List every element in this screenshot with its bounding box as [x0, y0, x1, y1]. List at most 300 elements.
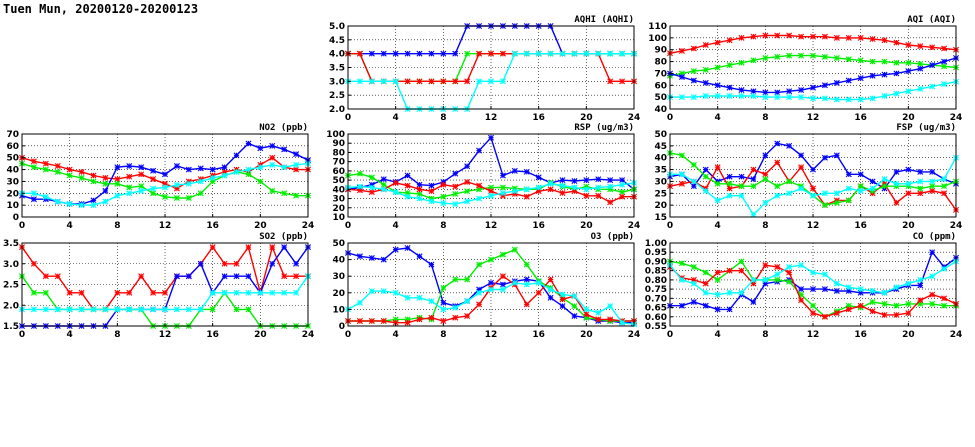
no2-chart	[0, 118, 330, 238]
fsp-point-cyan	[834, 191, 839, 196]
so2-point-red	[234, 261, 239, 266]
aqhi-point-cyan	[536, 51, 541, 56]
aqhi-xtick-label: 4	[392, 113, 399, 123]
o3-point-red	[417, 317, 422, 322]
so2-point-cyan	[198, 307, 203, 312]
aqhi-point-cyan	[476, 79, 481, 84]
fsp-point-blue	[751, 176, 756, 181]
fsp-point-blue	[846, 172, 851, 177]
rsp-ytick-label: 30	[332, 194, 345, 205]
co-ytick-label: 0.75	[644, 285, 667, 296]
aqi-xtick-label: 12	[806, 113, 820, 123]
rsp-point-blue	[417, 182, 422, 187]
no2-point-green	[270, 188, 275, 193]
no2-point-cyan	[210, 175, 215, 180]
o3-point-cyan	[560, 292, 565, 297]
fsp-point-cyan	[739, 193, 744, 198]
o3-point-cyan	[584, 307, 589, 312]
co-point-cyan	[787, 264, 792, 269]
aqhi-point-red	[357, 51, 362, 56]
rsp-point-green	[441, 194, 446, 199]
aqhi-point-cyan	[500, 79, 505, 84]
rsp-point-blue	[405, 173, 410, 178]
o3-point-cyan	[453, 305, 458, 310]
aqi-point-cyan	[810, 96, 815, 101]
so2-point-cyan	[139, 307, 144, 312]
aqi-point-green	[894, 60, 899, 65]
co-point-red	[715, 270, 720, 275]
co-point-red	[882, 312, 887, 317]
fsp-point-blue	[906, 167, 911, 172]
no2-point-blue	[186, 167, 191, 172]
aqhi-point-cyan	[572, 51, 577, 56]
aqi-point-cyan	[727, 93, 732, 98]
no2-point-blue	[174, 163, 179, 168]
fsp-point-cyan	[870, 186, 875, 191]
no2-point-green	[67, 173, 72, 178]
rsp-point-red	[608, 200, 613, 205]
aqhi-point-red	[465, 79, 470, 84]
aqi-point-red	[918, 44, 923, 49]
so2-point-cyan	[186, 307, 191, 312]
no2-point-cyan	[258, 165, 263, 170]
aqi-ytick-label: 90	[654, 45, 667, 56]
co-point-blue	[751, 299, 756, 304]
fsp-point-blue	[822, 155, 827, 160]
rsp-point-cyan	[584, 187, 589, 192]
no2-point-green	[150, 191, 155, 196]
fsp-point-cyan	[775, 193, 780, 198]
so2-point-red	[222, 261, 227, 266]
aqhi-point-cyan	[488, 79, 493, 84]
o3-point-red	[584, 312, 589, 317]
fsp-point-blue	[763, 153, 768, 158]
aqi-point-cyan	[858, 97, 863, 102]
co-point-red	[941, 296, 946, 301]
no2-point-blue	[210, 167, 215, 172]
o3-xtick-label: 0	[344, 330, 352, 340]
rsp-point-red	[476, 183, 481, 188]
aqi-point-red	[751, 34, 756, 39]
so2-point-red	[43, 274, 48, 279]
o3-xtick-label: 12	[484, 330, 498, 340]
no2-xtick-label: 24	[301, 221, 315, 231]
aqi-point-blue	[691, 78, 696, 83]
co-point-cyan	[870, 288, 875, 293]
no2-point-cyan	[67, 201, 72, 206]
so2-point-cyan	[31, 307, 36, 312]
aqi-ytick-label: 80	[654, 57, 667, 68]
aqi-point-blue	[798, 87, 803, 92]
rsp-point-blue	[500, 173, 505, 178]
co-point-cyan	[763, 277, 768, 282]
fsp-point-green	[787, 179, 792, 184]
aqi-point-blue	[930, 63, 935, 68]
co-ytick-label: 0.80	[644, 275, 667, 286]
co-point-red	[775, 264, 780, 269]
rsp-xtick-label: 20	[580, 221, 593, 231]
o3-xtick-label: 8	[440, 330, 447, 340]
aqi-point-red	[798, 34, 803, 39]
fsp-point-blue	[894, 169, 899, 174]
aqi-point-green	[775, 54, 780, 59]
fsp-point-blue	[739, 174, 744, 179]
o3-point-red	[357, 318, 362, 323]
rsp-point-red	[441, 182, 446, 187]
aqhi-point-cyan	[596, 51, 601, 56]
so2-point-green	[246, 307, 251, 312]
aqi-point-blue	[787, 89, 792, 94]
rsp-point-red	[488, 189, 493, 194]
so2-point-green	[31, 290, 36, 295]
fsp-point-red	[715, 165, 720, 170]
so2-point-cyan	[91, 307, 96, 312]
so2-xtick-label: 20	[254, 330, 267, 340]
o3-point-cyan	[381, 289, 386, 294]
rsp-point-green	[417, 191, 422, 196]
so2-point-red	[31, 261, 36, 266]
so2-point-red	[282, 274, 287, 279]
aqi-point-green	[906, 60, 911, 65]
fsp-title: FSP (ug/m3)	[896, 123, 956, 133]
o3-point-cyan	[512, 280, 517, 285]
co-point-cyan	[810, 270, 815, 275]
co-point-blue	[691, 299, 696, 304]
aqhi-point-cyan	[619, 51, 624, 56]
rsp-point-cyan	[608, 184, 613, 189]
fsp-point-green	[703, 174, 708, 179]
aqhi-point-red	[619, 79, 624, 84]
aqi-chart	[628, 10, 973, 130]
fsp-xtick-label: 16	[854, 221, 867, 231]
rsp-point-cyan	[357, 184, 362, 189]
fsp-point-blue	[870, 179, 875, 184]
no2-point-blue	[162, 172, 167, 177]
no2-xtick-label: 8	[114, 221, 121, 231]
co-point-cyan	[918, 277, 923, 282]
aqi-xtick-label: 0	[666, 113, 674, 123]
no2-point-blue	[150, 168, 155, 173]
co-point-blue	[798, 287, 803, 292]
o3-ytick-label: 20	[332, 288, 345, 299]
fsp-xtick-label: 24	[949, 221, 963, 231]
fsp-point-green	[858, 184, 863, 189]
aqhi-point-red	[429, 79, 434, 84]
fsp-ytick-label: 50	[654, 130, 667, 140]
fsp-point-cyan	[798, 186, 803, 191]
rsp-point-green	[465, 189, 470, 194]
rsp-point-blue	[608, 178, 613, 183]
aqi-ytick-label: 50	[654, 93, 667, 104]
so2-point-red	[293, 274, 298, 279]
fsp-ytick-label: 45	[654, 141, 667, 152]
o3-point-green	[572, 303, 577, 308]
aqhi-ytick-label: 3.0	[329, 77, 345, 88]
aqhi-point-blue	[441, 51, 446, 56]
aqhi-point-cyan	[584, 51, 589, 56]
no2-point-cyan	[162, 185, 167, 190]
so2-point-green	[234, 307, 239, 312]
rsp-point-blue	[465, 164, 470, 169]
fsp-point-cyan	[918, 179, 923, 184]
rsp-point-cyan	[465, 199, 470, 204]
aqi-point-green	[691, 68, 696, 73]
no2-point-cyan	[55, 199, 60, 204]
o3-point-cyan	[465, 299, 470, 304]
aqhi-point-blue	[369, 51, 374, 56]
rsp-point-red	[405, 183, 410, 188]
so2-point-red	[210, 245, 215, 250]
fsp-point-green	[727, 181, 732, 186]
aqhi-ytick-label: 3.5	[329, 63, 345, 74]
co-point-blue	[715, 307, 720, 312]
so2-point-blue	[174, 274, 179, 279]
aqi-point-red	[870, 36, 875, 41]
o3-point-blue	[429, 262, 434, 267]
fsp-point-red	[775, 160, 780, 165]
o3-point-blue	[369, 255, 374, 260]
fsp-point-blue	[703, 167, 708, 172]
fsp-point-red	[941, 191, 946, 196]
aqi-ytick-label: 70	[654, 69, 667, 80]
co-point-green	[691, 264, 696, 269]
o3-point-blue	[548, 295, 553, 300]
so2-ytick-label: 3.5	[3, 239, 19, 249]
rsp-series-blue	[348, 138, 634, 190]
no2-point-blue	[222, 165, 227, 170]
co-point-green	[703, 270, 708, 275]
aqi-point-cyan	[691, 95, 696, 100]
no2-point-red	[270, 155, 275, 160]
aqi-point-red	[679, 48, 684, 53]
fsp-point-cyan	[703, 188, 708, 193]
so2-point-red	[67, 290, 72, 295]
aqi-point-blue	[751, 89, 756, 94]
no2-point-blue	[139, 165, 144, 170]
co-point-cyan	[691, 281, 696, 286]
rsp-point-cyan	[500, 190, 505, 195]
aqhi-ytick-label: 2.5	[329, 91, 345, 102]
aqi-ytick-label: 110	[648, 22, 667, 32]
co-point-green	[679, 261, 684, 266]
aqi-point-red	[739, 35, 744, 40]
so2-point-red	[246, 245, 251, 250]
aqi-point-cyan	[822, 96, 827, 101]
aqhi-chart	[300, 10, 645, 130]
aqi-point-blue	[834, 80, 839, 85]
fsp-xtick-label: 4	[714, 221, 721, 231]
aqhi-point-blue	[429, 51, 434, 56]
rsp-point-cyan	[405, 194, 410, 199]
no2-point-blue	[198, 166, 203, 171]
no2-ytick-label: 60	[6, 141, 19, 152]
so2-point-cyan	[222, 290, 227, 295]
fsp-point-cyan	[810, 193, 815, 198]
aqi-ytick-label: 60	[654, 81, 667, 92]
aqhi-point-red	[500, 51, 505, 56]
aqi-point-blue	[822, 83, 827, 88]
o3-point-cyan	[476, 290, 481, 295]
aqi-point-cyan	[703, 93, 708, 98]
no2-point-red	[67, 167, 72, 172]
o3-point-blue	[500, 282, 505, 287]
rsp-point-cyan	[524, 187, 529, 192]
no2-point-cyan	[174, 182, 179, 187]
no2-point-green	[79, 175, 84, 180]
o3-point-green	[488, 257, 493, 262]
rsp-point-cyan	[476, 196, 481, 201]
co-ytick-label: 0.60	[644, 312, 667, 323]
co-xtick-label: 16	[854, 330, 867, 340]
so2-point-green	[43, 290, 48, 295]
aqhi-xtick-label: 12	[484, 113, 498, 123]
no2-point-red	[43, 161, 48, 166]
rsp-point-red	[596, 193, 601, 198]
o3-xtick-label: 16	[532, 330, 545, 340]
o3-point-green	[453, 277, 458, 282]
aqi-point-cyan	[941, 82, 946, 87]
fsp-point-blue	[810, 167, 815, 172]
fsp-point-green	[846, 198, 851, 203]
aqhi-point-cyan	[393, 79, 398, 84]
rsp-point-cyan	[369, 185, 374, 190]
o3-point-red	[453, 315, 458, 320]
no2-point-cyan	[79, 203, 84, 208]
o3-point-cyan	[417, 295, 422, 300]
no2-point-cyan	[222, 173, 227, 178]
no2-point-green	[43, 167, 48, 172]
o3-ytick-label: 10	[332, 305, 345, 316]
rsp-point-red	[560, 190, 565, 195]
page-title: Tuen Mun, 20200120-20200123	[3, 2, 199, 16]
aqi-point-red	[703, 42, 708, 47]
no2-xtick-label: 12	[158, 221, 172, 231]
aqhi-point-blue	[417, 51, 422, 56]
o3-point-blue	[441, 300, 446, 305]
so2-point-cyan	[162, 307, 167, 312]
no2-point-green	[115, 181, 120, 186]
co-chart	[628, 227, 973, 347]
o3-title: O3 (ppb)	[590, 232, 634, 242]
no2-point-green	[174, 195, 179, 200]
aqi-point-blue	[703, 80, 708, 85]
aqhi-point-cyan	[608, 51, 613, 56]
aqi-point-cyan	[763, 95, 768, 100]
fsp-point-cyan	[679, 172, 684, 177]
aqhi-point-red	[608, 79, 613, 84]
co-point-green	[930, 301, 935, 306]
so2-point-cyan	[293, 290, 298, 295]
o3-point-green	[465, 277, 470, 282]
o3-point-blue	[572, 313, 577, 318]
rsp-point-red	[369, 190, 374, 195]
no2-point-cyan	[198, 179, 203, 184]
no2-title: NO2 (ppb)	[259, 123, 308, 133]
no2-ytick-label: 0	[12, 213, 19, 223]
rsp-point-green	[369, 175, 374, 180]
co-point-blue	[727, 307, 732, 312]
no2-point-green	[55, 169, 60, 174]
no2-ytick-label: 50	[6, 153, 19, 164]
co-xtick-label: 24	[949, 330, 963, 340]
co-point-cyan	[894, 285, 899, 290]
no2-point-green	[198, 191, 203, 196]
rsp-point-blue	[476, 148, 481, 153]
rsp-point-cyan	[548, 181, 553, 186]
so2-point-red	[127, 290, 132, 295]
rsp-point-blue	[524, 169, 529, 174]
aqi-point-green	[703, 67, 708, 72]
so2-point-blue	[270, 261, 275, 266]
aqhi-point-red	[453, 79, 458, 84]
o3-point-red	[405, 320, 410, 325]
rsp-point-cyan	[488, 193, 493, 198]
aqi-point-cyan	[775, 95, 780, 100]
fsp-ytick-label: 15	[654, 213, 667, 223]
rsp-point-cyan	[560, 183, 565, 188]
so2-ytick-label: 2.0	[3, 301, 19, 312]
aqi-point-cyan	[679, 95, 684, 100]
so2-point-cyan	[282, 290, 287, 295]
co-point-red	[894, 312, 899, 317]
rsp-point-cyan	[572, 185, 577, 190]
rsp-point-red	[584, 193, 589, 198]
aqi-point-green	[810, 53, 815, 58]
aqi-point-cyan	[894, 91, 899, 96]
fsp-chart	[628, 118, 973, 238]
rsp-point-red	[524, 194, 529, 199]
co-point-red	[846, 307, 851, 312]
o3-point-red	[465, 313, 470, 318]
fsp-point-green	[775, 184, 780, 189]
o3-point-cyan	[369, 289, 374, 294]
co-point-red	[739, 268, 744, 273]
so2-point-blue	[186, 274, 191, 279]
aqhi-xtick-label: 24	[627, 113, 641, 123]
aqi-point-green	[715, 65, 720, 70]
rsp-xtick-label: 24	[627, 221, 641, 231]
fsp-point-blue	[798, 153, 803, 158]
aqhi-ytick-label: 5.0	[329, 22, 345, 32]
fsp-point-red	[679, 181, 684, 186]
so2-point-red	[162, 290, 167, 295]
rsp-point-green	[619, 190, 624, 195]
fsp-point-cyan	[763, 200, 768, 205]
rsp-ytick-label: 10	[332, 213, 345, 223]
so2-point-cyan	[103, 307, 108, 312]
rsp-point-red	[465, 179, 470, 184]
fsp-point-red	[906, 191, 911, 196]
co-point-red	[798, 298, 803, 303]
rsp-point-blue	[619, 178, 624, 183]
o3-point-blue	[560, 303, 565, 308]
so2-ytick-label: 3.0	[3, 259, 19, 270]
aqi-point-green	[727, 63, 732, 68]
fsp-point-cyan	[894, 181, 899, 186]
so2-xtick-label: 8	[114, 330, 121, 340]
co-point-red	[918, 298, 923, 303]
o3-point-red	[596, 317, 601, 322]
rsp-ytick-label: 50	[332, 176, 345, 187]
aqi-point-green	[834, 55, 839, 60]
so2-point-cyan	[150, 307, 155, 312]
aqhi-point-blue	[393, 51, 398, 56]
o3-point-red	[441, 318, 446, 323]
no2-point-blue	[91, 198, 96, 203]
co-point-red	[810, 310, 815, 315]
fsp-point-blue	[930, 169, 935, 174]
aqhi-xtick-label: 16	[532, 113, 545, 123]
